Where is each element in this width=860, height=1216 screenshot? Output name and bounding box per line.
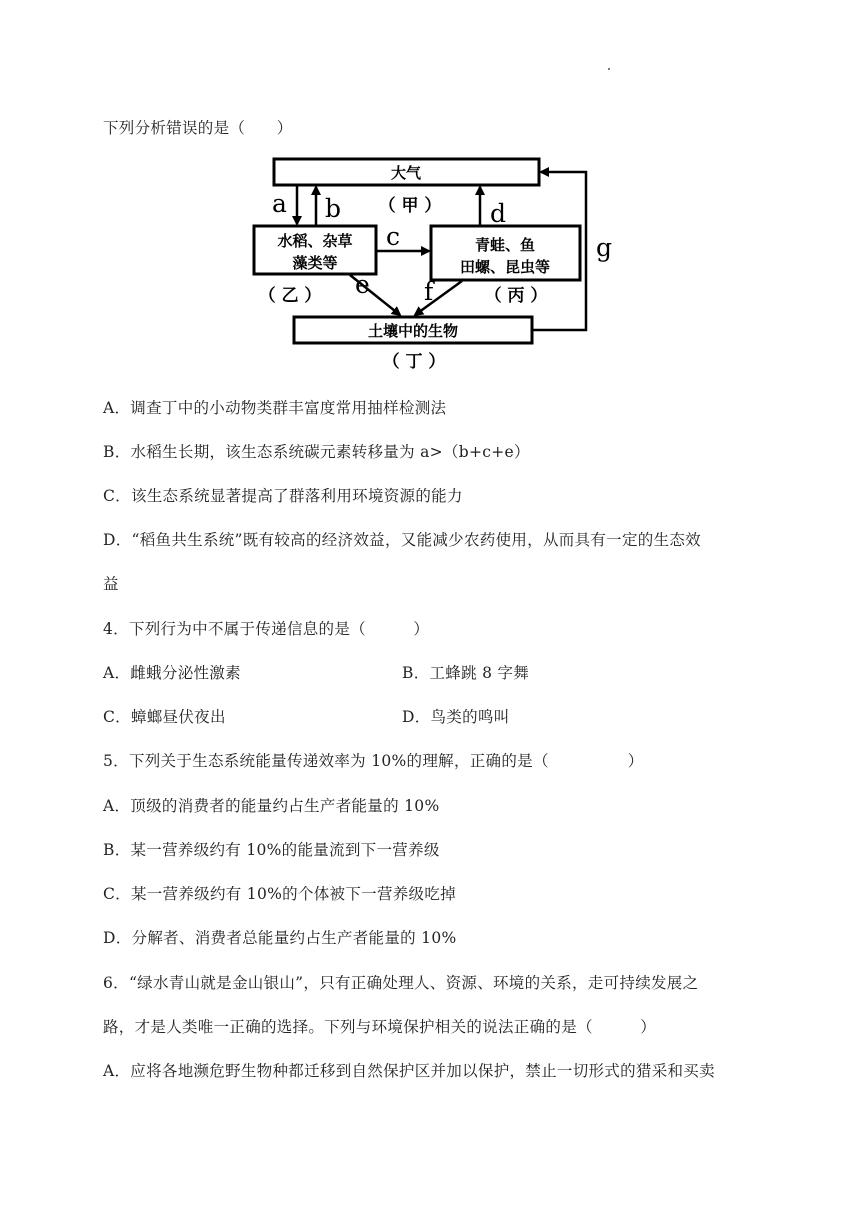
q5-option-c: C．某一营养级约有 10%的个体被下一营养级吃掉 bbox=[103, 885, 456, 903]
q4-option-a: A．雌蛾分泌性激素 bbox=[103, 664, 241, 682]
arrow-f bbox=[415, 281, 462, 315]
question-intro: 下列分析错误的是（ ） bbox=[103, 119, 293, 137]
arrow-d-label: d bbox=[490, 199, 507, 228]
yi-label: （ 乙 ） bbox=[258, 286, 322, 306]
carbon-cycle-diagram bbox=[0, 0, 860, 390]
producers-label-1: 水稻、杂草 bbox=[277, 232, 353, 250]
q5-stem: 5．下列关于生态系统能量传递效率为 10%的理解，正确的是（ ） bbox=[103, 752, 644, 770]
q3-option-d-cont: 益 bbox=[103, 575, 119, 593]
q4-option-d: D．鸟类的鸣叫 bbox=[402, 708, 510, 726]
arrow-c-label: c bbox=[386, 222, 401, 251]
consumers-label-1: 青蛙、鱼 bbox=[474, 236, 536, 254]
q4-stem: 4．下列行为中不属于传递信息的是（ ） bbox=[103, 620, 430, 638]
q3-option-d: D．“稻鱼共生系统”既有较高的经济效益，又能减少农药使用，从而具有一定的生态效 bbox=[103, 531, 701, 549]
q5-option-b: B．某一营养级约有 10%的能量流到下一营养级 bbox=[103, 841, 440, 859]
consumers-label-2: 田螺、昆虫等 bbox=[459, 258, 551, 276]
jia-label: （ 甲 ） bbox=[378, 196, 442, 216]
atmosphere-label: 大气 bbox=[390, 164, 422, 182]
q3-option-a: A．调查丁中的小动物类群丰富度常用抽样检测法 bbox=[103, 399, 447, 417]
arrow-f-label: f bbox=[424, 277, 434, 306]
arrow-b-label: b bbox=[325, 194, 342, 223]
arrow-a-label: a bbox=[272, 189, 287, 218]
q5-option-d: D．分解者、消费者总能量约占生产者能量的 10% bbox=[103, 929, 457, 947]
producers-label-2: 藻类等 bbox=[292, 254, 338, 272]
q6-stem-line2: 路，才是人类唯一正确的选择。下列与环境保护相关的说法正确的是（ ） bbox=[103, 1018, 657, 1036]
q3-option-c: C．该生态系统显著提高了群落利用环境资源的能力 bbox=[103, 487, 463, 505]
q5-option-a: A．顶级的消费者的能量约占生产者能量的 10% bbox=[103, 797, 440, 815]
soil-organisms-label: 土壤中的生物 bbox=[367, 322, 459, 340]
ding-label: （ 丁 ） bbox=[382, 352, 446, 372]
q4-option-b: B．工蜂跳 8 字舞 bbox=[402, 664, 530, 682]
arrow-g-label: g bbox=[596, 233, 613, 262]
q4-option-c: C．蟑螂昼伏夜出 bbox=[103, 708, 226, 726]
q6-stem-line1: 6．“绿水青山就是金山银山”，只有正确处理人、资源、环境的关系，走可持续发展之 bbox=[103, 974, 699, 992]
arrow-e-label: e bbox=[355, 270, 370, 299]
bing-label: （ 丙 ） bbox=[484, 286, 548, 306]
q3-option-b: B．水稻生长期，该生态系统碳元素转移量为 a>（b+c+e） bbox=[103, 443, 530, 461]
q6-option-a: A．应将各地濒危野生物种都迁移到自然保护区并加以保护，禁止一切形式的猎采和买卖 bbox=[103, 1062, 715, 1080]
